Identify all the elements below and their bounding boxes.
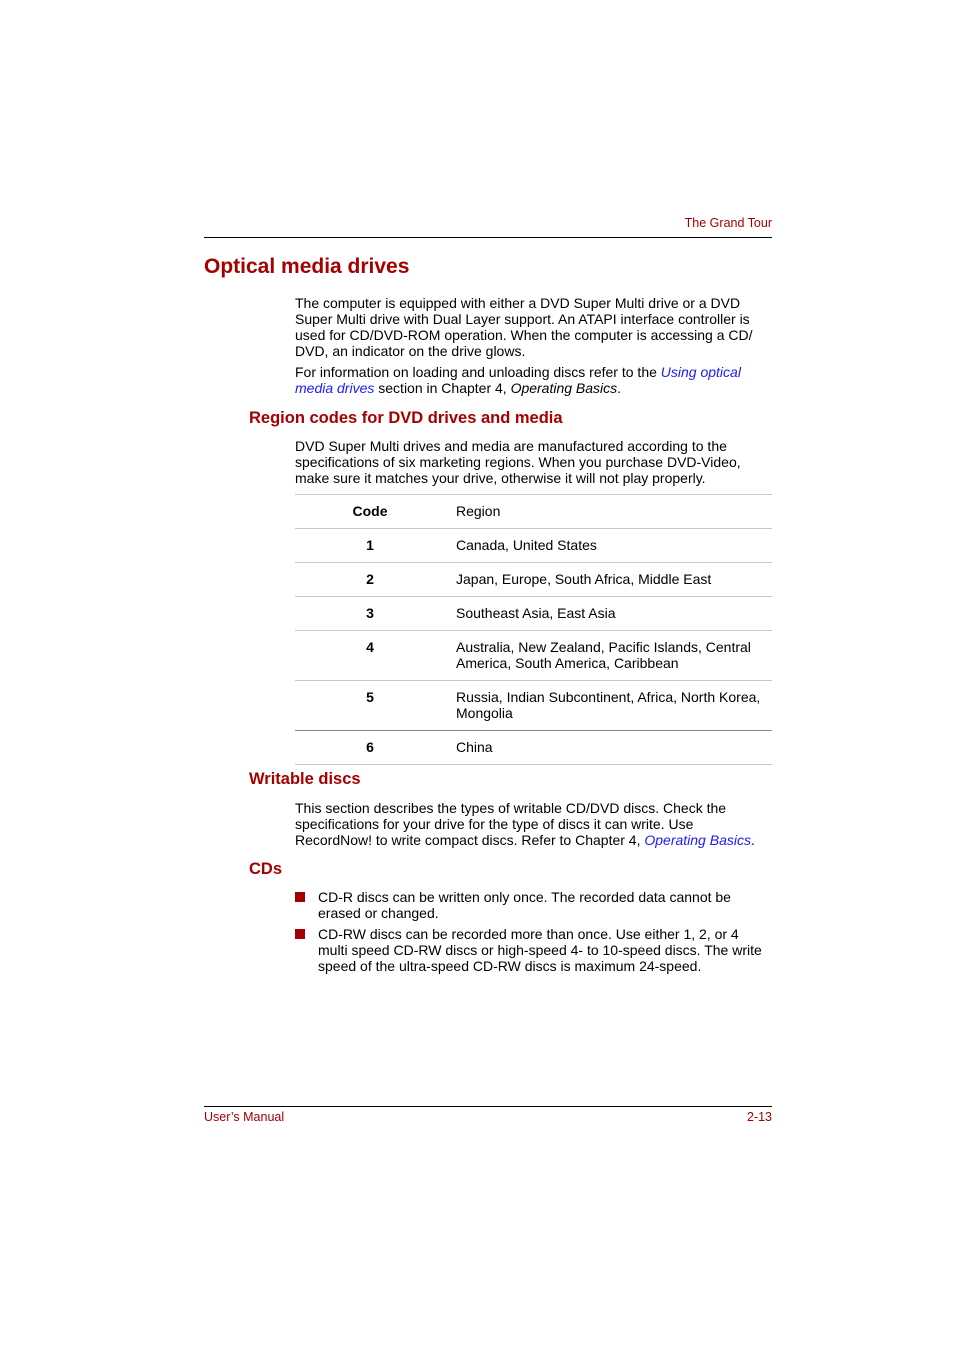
column-header-region: Region: [445, 495, 772, 529]
column-header-code: Code: [295, 495, 445, 529]
writable-discs-paragraph: [295, 800, 772, 848]
region-name-cell: Canada, United States: [445, 529, 772, 563]
footer-manual-name: User’s Manual: [204, 1110, 285, 1124]
writable-discs-text: This section describes the types of writable CD/DVD discs. Check the specifications for your drive for the type of discs it can write. Use RecordNow! to write compact discs. Refer to Chapter 4,: [295, 800, 727, 848]
bullet-text: CD-RW discs can be recorded more than once. Use either 1, 2, or 4 multi speed CD-RW discs or high-speed 4- to 10-speed discs. The write speed of the ultra-speed CD-RW discs is maximum 24-speed.: [318, 926, 762, 974]
region-code-cell: 3: [295, 597, 445, 631]
region-name-cell: Japan, Europe, South Africa, Middle East: [445, 563, 772, 597]
intro-ref-end: .: [617, 380, 622, 396]
list-item: [295, 889, 772, 921]
cds-bullet-list: [295, 889, 772, 979]
bullet-text: CD-R discs can be written only once. The recorded data cannot be erased or changed.: [318, 889, 731, 921]
intro-paragraph: The computer is equipped with either a DVD Super Multi drive or a DVD Super Multi drive with Dual Layer support. An ATAPI interface controller is used for CD/DVD-ROM operation. When the computer is accessing a CD/ DVD, an indicator on the drive glows.: [295, 295, 753, 359]
intro-ref-mid: section in Chapter 4,: [374, 380, 511, 396]
region-code-cell: 2: [295, 563, 445, 597]
region-name-cell: Australia, New Zealand, Pacific Islands, Central America, South America, Caribbean: [445, 631, 772, 681]
using-optical-media-drives-link[interactable]: Using optical media drives: [295, 364, 741, 396]
intro-reference-paragraph: [295, 364, 772, 396]
region-codes-paragraph: DVD Super Multi drives and media are manufactured according to the specifications of six marketing regions. When you purchase DVD-Video, make sure it matches your drive, otherwise it will not play properly.: [295, 438, 741, 486]
footer-rule: [204, 1106, 772, 1107]
operating-basics-ref: Operating Basics: [510, 380, 618, 396]
table-row: [295, 631, 772, 681]
intro-ref-text: For information on loading and unloading discs refer to the: [295, 364, 661, 380]
region-name-cell: Russia, Indian Subcontinent, Africa, North Korea, Mongolia: [445, 681, 772, 731]
region-codes-table: [295, 494, 772, 765]
table-row: [295, 597, 772, 631]
table-row: [295, 731, 772, 765]
writable-discs-heading: Writable discs: [249, 770, 361, 788]
bullet-square-icon: [295, 929, 305, 939]
region-code-cell: 1: [295, 529, 445, 563]
table-row: [295, 681, 772, 731]
table-row: [295, 563, 772, 597]
list-item: [295, 926, 772, 974]
table-header-row: [295, 495, 772, 529]
page-title: Optical media drives: [204, 255, 410, 278]
region-code-cell: 6: [295, 731, 445, 765]
operating-basics-link[interactable]: Operating Basics: [644, 832, 751, 848]
writable-discs-end: .: [750, 832, 755, 848]
region-name-cell: China: [445, 731, 772, 765]
region-code-cell: 4: [295, 631, 445, 681]
page-number: 2-13: [746, 1110, 772, 1124]
region-code-cell: 5: [295, 681, 445, 731]
bullet-square-icon: [295, 892, 305, 902]
region-name-cell: Southeast Asia, East Asia: [445, 597, 772, 631]
running-header: The Grand Tour: [684, 216, 772, 230]
header-rule: [204, 237, 772, 238]
cds-heading: CDs: [249, 860, 283, 878]
region-codes-heading: Region codes for DVD drives and media: [249, 409, 563, 427]
table-row: [295, 529, 772, 563]
